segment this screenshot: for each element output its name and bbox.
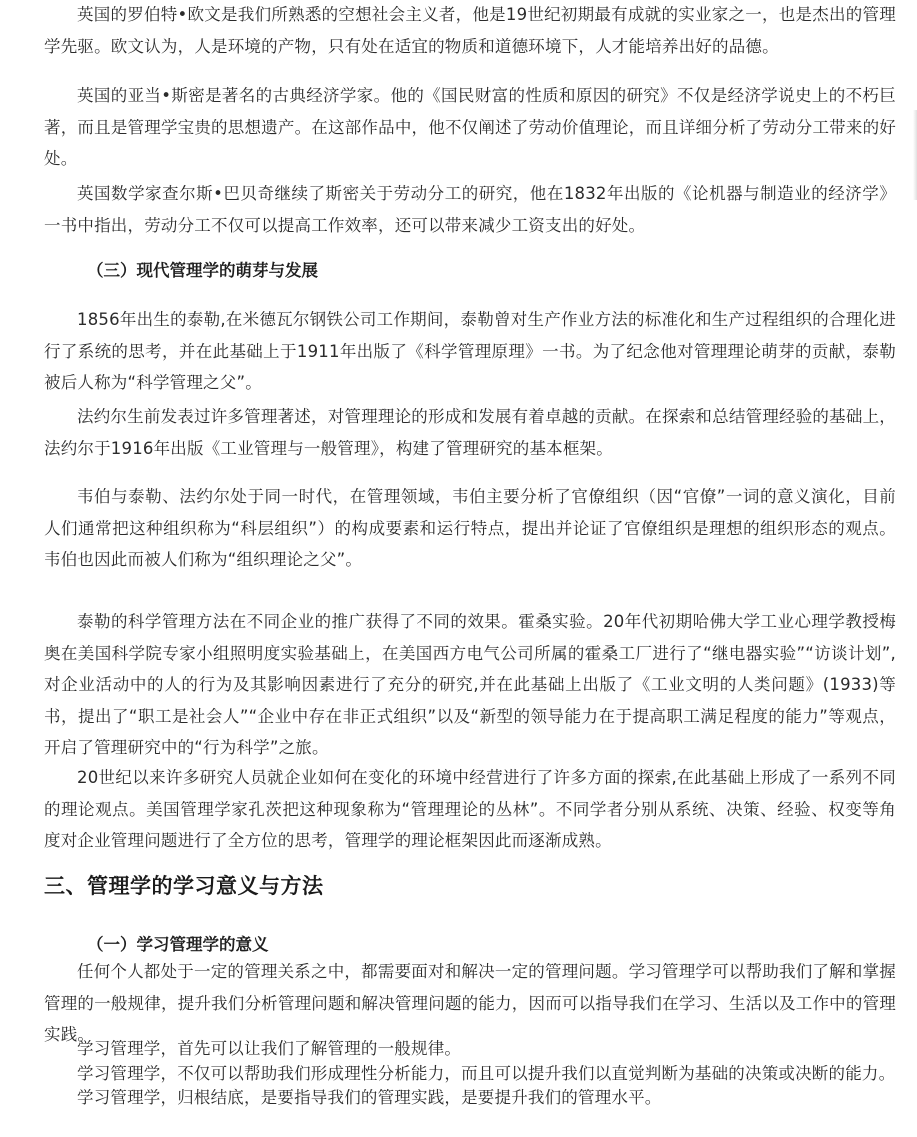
page-edge-shadow bbox=[913, 110, 917, 200]
study-point-3: 学习管理学，归根结底，是要指导我们的管理实践，是要提升我们的管理水平。 bbox=[77, 1088, 662, 1107]
paragraph-smith: 英国的亚当•斯密是著名的古典经济学家。他的《国民财富的性质和原因的研究》不仅是经济学说史上的不朽巨著，而且是管理学宝贵的思想遗产。在这部作品中，他不仅阐述了劳动价值理论，而且详细分析了劳动分工带来的好处。 bbox=[44, 86, 896, 168]
paragraph-owen: 英国的罗伯特•欧文是我们所熟悉的空想社会主义者，他是19世纪初期最有成就的实业家之一，也是杰出的管理学先驱。欧文认为，人是环境的产物，只有处在适宜的物质和道德环境下，人才能培养出好的品德。 bbox=[44, 5, 896, 56]
paragraph-hawthorne: 泰勒的科学管理方法在不同企业的推广获得了不同的效果。霍桑实验。20年代初期哈佛大学工业心理学教授梅奥在美国科学院专家小组照明度实验基础上，在美国西方电气公司所属的霍桑工厂进行了“继电器实验”“访谈计划”,对企业活动中的人的行为及其影响因素进行了充分的研究,并在此基础上出版了《工业文明的人类问题》(1933)等书，提出了“职工是社会人”“企业中存在非正式组织”以及“新型的领导能力在于提高职工满足程度的能力”等观点，开启了管理研究中的“行为科学”之旅。 bbox=[44, 612, 896, 757]
paragraph-babbage: 英国数学家查尔斯•巴贝奇继续了斯密关于劳动分工的研究，他在1832年出版的《论机器与制造业的经济学》一书中指出，劳动分工不仅可以提高工作效率，还可以带来减少工资支出的好处。 bbox=[44, 184, 896, 235]
paragraph-fayol: 法约尔生前发表过许多管理著述，对管理理论的形成和发展有着卓越的贡献。在探索和总结管理经验的基础上，法约尔于1916年出版《工业管理与一般管理》，构建了管理研究的基本框架。 bbox=[44, 407, 896, 458]
study-point-1: 学习管理学，首先可以让我们了解管理的一般规律。 bbox=[77, 1039, 462, 1058]
paragraph-theory-jungle: 20世纪以来许多研究人员就企业如何在变化的环境中经营进行了许多方面的探索,在此基础上形成了一系列不同的理论观点。美国管理学家孔茨把这种现象称为“管理理论的丛林”。不同学者分别从系统、决策、经验、权变等角度对企业管理问题进行了全方位的思考，管理学的理论框架因此而逐渐成熟。 bbox=[44, 768, 896, 850]
section-heading-study: 三、管理学的学习意义与方法 bbox=[44, 874, 324, 898]
study-point-2: 学习管理学，不仅可以帮助我们形成理性分析能力，而且可以提升我们以直觉判断为基础的决策或决断的能力。 bbox=[77, 1064, 896, 1083]
paragraph-taylor: 1856年出生的泰勒,在米德瓦尔钢铁公司工作期间，泰勒曾对生产作业方法的标准化和生产过程组织的合理化进行了系统的思考，并在此基础上于1911年出版了《科学管理原理》一书。为了纪念他对管理理论萌芽的贡献，泰勒被后人称为“科学管理之父”。 bbox=[44, 310, 896, 392]
subheading-study-meaning: （一）学习管理学的意义 bbox=[87, 935, 269, 954]
paragraph-weber: 韦伯与泰勒、法约尔处于同一时代，在管理领域，韦伯主要分析了官僚组织（因“官僚”一词的意义演化，目前人们通常把这种组织称为“科层组织”）的构成要素和运行特点，提出并论证了官僚组织是理想的组织形态的观点。韦伯也因此而被人们称为“组织理论之父”。 bbox=[44, 487, 896, 569]
subheading-modern-sprout: （三）现代管理学的萌芽与发展 bbox=[87, 261, 318, 280]
paragraph-study-intro: 任何个人都处于一定的管理关系之中，都需要面对和解决一定的管理问题。学习管理学可以帮助我们了解和掌握管理的一般规律，提升我们分析管理问题和解决管理问题的能力，因而可以指导我们在学习、生活以及工作中的管理实践。 bbox=[44, 962, 896, 1044]
